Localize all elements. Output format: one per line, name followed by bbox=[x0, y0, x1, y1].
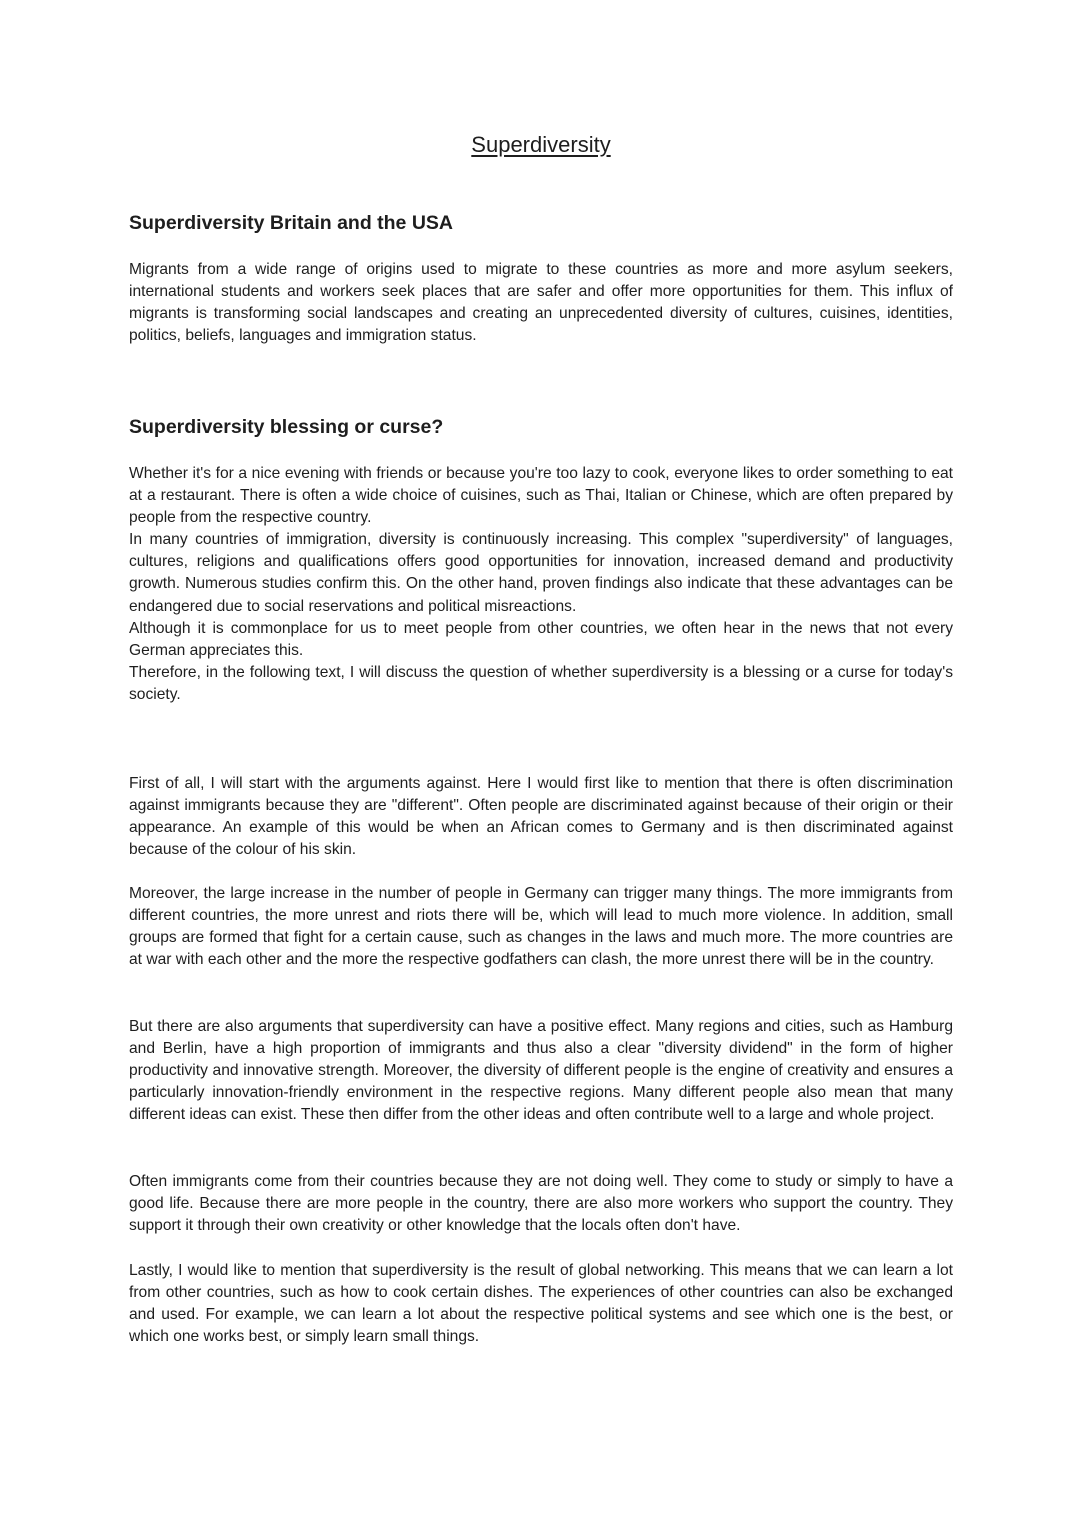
document-title: Superdiversity bbox=[471, 132, 611, 157]
paragraph: Whether it's for a nice evening with friends or because you're too lazy to cook, everyone likes to order something to eat at a restaurant. There is often a wide choice of cuisines, such as Thai, Italian or Chinese, which are often prepared by people from the respective country. bbox=[129, 465, 953, 527]
argument-paragraph-global-networking bbox=[129, 1260, 953, 1348]
argument-paragraph-workers bbox=[129, 1171, 953, 1237]
paragraph: In many countries of immigration, diversity is continuously increasing. This complex "superdiversity" of languages, cultures, religions and qualifications offers good opportunities for innovation, increased demand and productivity growth. Numerous studies confirm this. On the other hand, proven findings also indicate that these advantages can be endangered due to social reservations and political misreactions. bbox=[129, 531, 953, 615]
argument-paragraph-discrimination bbox=[129, 773, 953, 861]
paragraph: Although it is commonplace for us to meet people from other countries, we often hear in the news that not every German appreciates this. bbox=[129, 619, 953, 659]
paragraph: Migrants from a wide range of origins used to migrate to these countries as more and more asylum seekers, international students and workers seek places that are safer and offer more opportunities for them. This influx of migrants is transforming social landscapes and creating an unprecedented diversity of cultures, cuisines, identities, politics, beliefs, languages and immigration status. bbox=[129, 261, 953, 345]
paragraph: Often immigrants come from their countries because they are not doing well. They come to study or simply to have a good life. Because there are more people in the country, there are also more workers who support the country. They support it through their own creativity or other knowledge that the locals often don't have. bbox=[129, 1173, 953, 1235]
paragraph: Lastly, I would like to mention that superdiversity is the result of global networking. This means that we can learn a lot from other countries, such as how to cook certain dishes. The experiences of other countries can also be exchanged and used. For example, we can learn a lot about the respective political systems and see which one is the best, or which one works best, or simply learn small things. bbox=[129, 1262, 953, 1346]
argument-paragraph-positive-effect bbox=[129, 1016, 953, 1126]
section-heading-blessing-or-curse: Superdiversity blessing or curse? bbox=[129, 416, 444, 438]
section-heading-britain-usa: Superdiversity Britain and the USA bbox=[129, 212, 453, 234]
paragraph: Therefore, in the following text, I will discuss the question of whether superdiversity is a blessing or a curse for today's society. bbox=[129, 663, 953, 703]
paragraph: Moreover, the large increase in the number of people in Germany can trigger many things. The more immigrants from different countries, the more unrest and riots there will be, which will lead to much more violence. In addition, small groups are formed that fight for a certain cause, such as changes in the laws and much more. The more countries are at war with each other and the more the respective godfathers can clash, the more unrest there will be in the country. bbox=[129, 885, 953, 969]
section-britain-usa-text bbox=[129, 259, 953, 347]
introduction-text bbox=[129, 463, 953, 706]
paragraph: First of all, I will start with the arguments against. Here I would first like to mention that there is often discrimination against immigrants because they are "different". Often people are discriminated against because of their origin or their appearance. An example of this would be when an African comes to Germany and is then discriminated against because of the colour of his skin. bbox=[129, 775, 953, 859]
paragraph: But there are also arguments that superdiversity can have a positive effect. Many regions and cities, such as Hamburg and Berlin, have a high proportion of immigrants and thus also a clear "diversity dividend" in the form of higher productivity and innovative strength. Moreover, the diversity of different people is the engine of creativity and ensures a particularly innovation-friendly environment in the respective regions. Many different people also mean that many different ideas can exist. These then differ from the other ideas and often contribute well to a large and whole project. bbox=[129, 1018, 953, 1124]
argument-paragraph-unrest bbox=[129, 883, 953, 971]
